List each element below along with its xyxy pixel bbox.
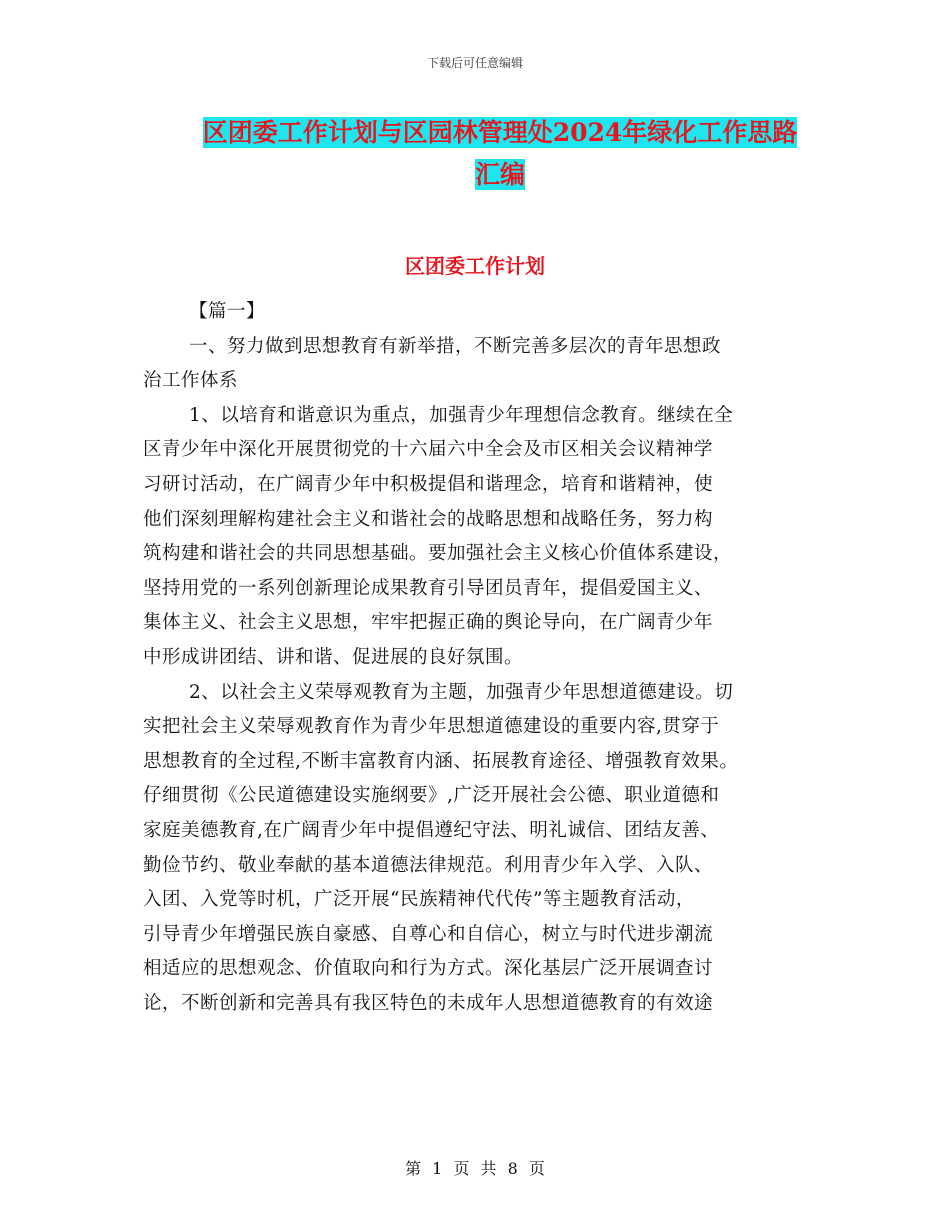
body-line: 习研讨活动，在广阔青少年中积极提倡和谐理念，培育和谐精神，使	[143, 473, 714, 495]
body-line: 引导青少年增强民族自豪感、自尊心和自信心，树立与时代进步潮流	[143, 923, 714, 945]
body-line: 筑构建和谐社会的共同思想基础。要加强社会主义核心价值体系建设，	[143, 543, 733, 565]
body-line: 相适应的思想观念、价值取向和行为方式。深化基层广泛开展调查讨	[143, 958, 714, 980]
body-line: 1、以培育和谐意识为重点，加强青少年理想信念教育。继续在全	[189, 404, 734, 426]
body-line: 集体主义、社会主义思想，牢牢把握正确的舆论导向，在广阔青少年	[143, 612, 714, 634]
body-line: 论，不断创新和完善具有我区特色的未成年人思想道德教育的有效途	[143, 992, 714, 1014]
document-title	[140, 112, 860, 196]
body-line: 实把社会主义荣辱观教育作为青少年思想道德建设的重要内容,贯穿于	[143, 716, 720, 738]
body-line: 【篇一】	[189, 301, 266, 322]
body-line: 他们深刻理解构建社会主义和谐社会的战略思想和战略任务，努力构	[143, 508, 714, 530]
body-line: 勤俭节约、敬业奉献的基本道德法律规范。利用青少年入学、入队、	[143, 854, 714, 876]
body-line: 仔细贯彻《公民道德建设实施纲要》,广泛开展社会公德、职业道德和	[143, 785, 720, 807]
body-line: 中形成讲团结、讲和谐、促进展的良好氛围。	[143, 646, 524, 668]
body-line: 区青少年中深化开展贯彻党的十六届六中全会及市区相关会议精神学	[143, 439, 714, 461]
section-title: 区团委工作计划	[405, 254, 545, 278]
body-line: 思想教育的全过程,不断丰富教育内涵、拓展教育途径、增强教育效果。	[143, 750, 739, 772]
body-line: 家庭美德教育,在广阔青少年中提倡遵纪守法、明礼诚信、团结友善、	[143, 819, 720, 841]
page-number: 第 1 页 共 8 页	[405, 1159, 545, 1178]
body-text	[143, 295, 813, 1021]
header-note: 下载后可任意编辑	[426, 56, 523, 70]
title-line-2: 汇编	[474, 160, 525, 189]
title-line-1: 区团委工作计划与区园林管理处2024年绿化工作思路	[202, 118, 798, 147]
body-line: 坚持用党的一系列创新理论成果教育引导团员青年，提倡爱国主义、	[143, 577, 714, 599]
body-line: 入团、入党等时机，广泛开展“民族精神代代传”等主题教育活动，	[143, 889, 695, 911]
body-line: 一、努力做到思想教育有新举措，不断完善多层次的青年思想政	[189, 335, 722, 357]
body-line: 2、以社会主义荣辱观教育为主题，加强青少年思想道德建设。切	[189, 681, 734, 703]
body-line: 治工作体系	[143, 370, 239, 392]
